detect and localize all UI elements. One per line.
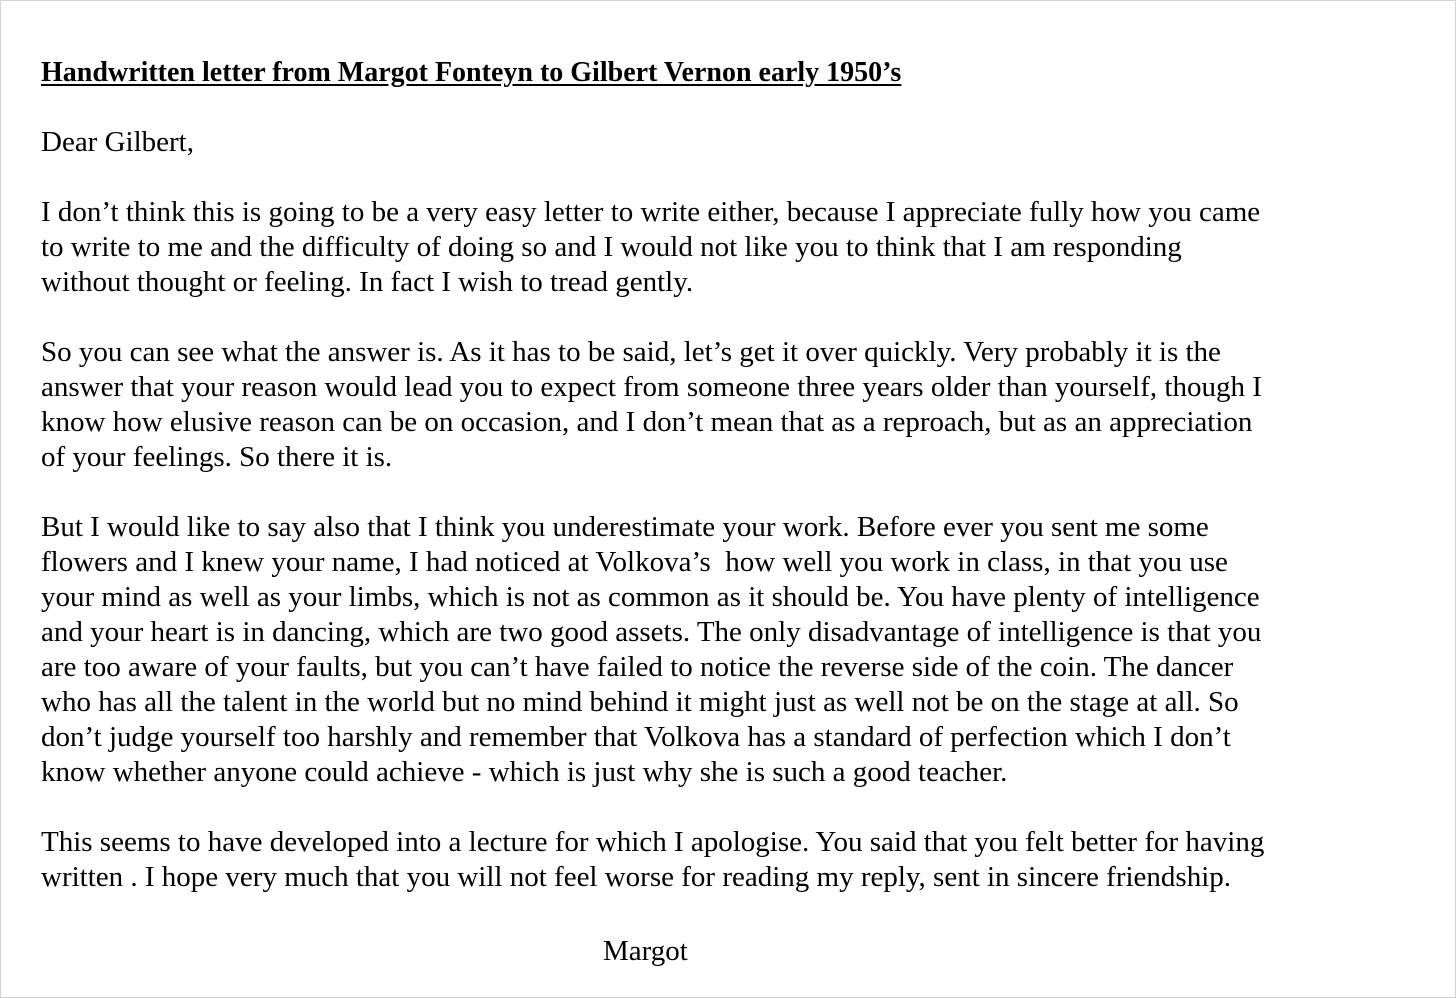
paragraph-line: answer that your reason would lead you to expect from someone three years older than yourself, though I xyxy=(41,371,1262,403)
paragraph-line: know how elusive reason can be on occasion, and I don’t mean that as a reproach, but as an appreciation xyxy=(41,406,1253,438)
salutation: Dear Gilbert, xyxy=(41,126,194,158)
paragraph-line: But I would like to say also that I think you underestimate your work. Before ever you sent me some xyxy=(41,511,1209,543)
paragraph-line: don’t judge yourself too harshly and remember that Volkova has a standard of perfection which I don’t xyxy=(41,721,1231,753)
paragraph-line: This seems to have developed into a lecture for which I apologise. You said that you felt better for having xyxy=(41,826,1265,858)
paragraph-line: your mind as well as your limbs, which is not as common as it should be. You have plenty of intelligence xyxy=(41,581,1260,613)
paragraph-line: and your heart is in dancing, which are two good assets. The only disadvantage of intelligence is that you xyxy=(41,616,1262,648)
paragraph-2 xyxy=(41,335,1381,475)
paragraph-4 xyxy=(41,825,1381,895)
paragraph-line: flowers and I knew your name, I had noticed at Volkova’s how well you work in class, in that you use xyxy=(41,546,1228,578)
paragraph-3 xyxy=(41,510,1381,790)
signature: Margot xyxy=(603,935,688,967)
paragraph-line: I don’t think this is going to be a very easy letter to write either, because I appreciate fully how you came xyxy=(41,196,1261,228)
paragraph-line: are too aware of your faults, but you can’t have failed to notice the reverse side of the coin. The dancer xyxy=(41,651,1234,683)
paragraph-1 xyxy=(41,195,1381,300)
paragraph-line: written . I hope very much that you will not feel worse for reading my reply, sent in sincere friendship. xyxy=(41,861,1232,893)
paragraph-line: So you can see what the answer is. As it has to be said, let’s get it over quickly. Very probably it is the xyxy=(41,336,1221,368)
paragraph-line: of your feelings. So there it is. xyxy=(41,441,393,473)
paragraph-line: who has all the talent in the world but no mind behind it might just as well not be on the stage at all. So xyxy=(41,686,1239,718)
paragraph-line: to write to me and the difficulty of doing so and I would not like you to think that I am responding xyxy=(41,231,1182,263)
letter-body xyxy=(41,55,1381,930)
paragraph-line: without thought or feeling. In fact I wish to tread gently. xyxy=(41,266,694,298)
paragraph-line: know whether anyone could achieve - which is just why she is such a good teacher. xyxy=(41,756,1008,788)
document-title: Handwritten letter from Margot Fonteyn to Gilbert Vernon early 1950’s xyxy=(41,57,902,88)
